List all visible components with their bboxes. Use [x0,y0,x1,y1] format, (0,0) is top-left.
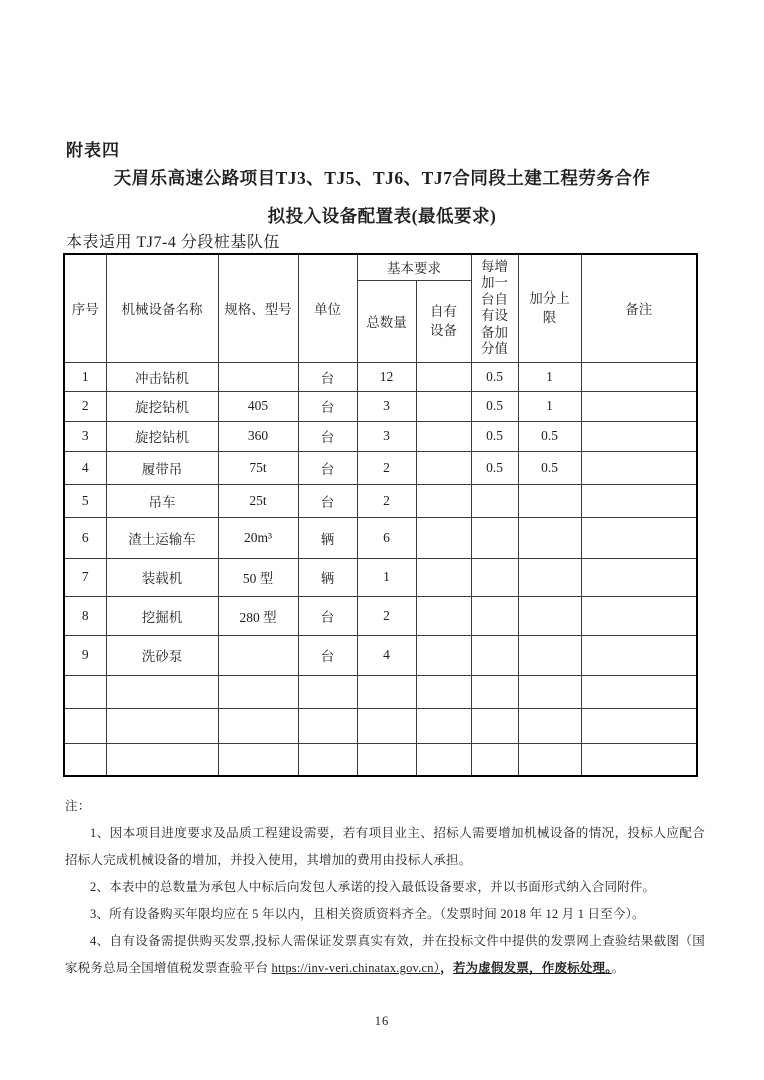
cell-own [416,362,471,391]
equipment-table-header [64,254,697,362]
cell-cap [518,675,581,708]
table-scope-note: 本表适用 TJ7-4 分段桩基队伍 [66,234,280,251]
cell-bonus [471,708,518,743]
cell-unit [298,675,357,708]
col-header-equipment-name: 机械设备名称 [106,254,218,362]
cell-total: 3 [357,391,416,421]
cell-spec: 25t [218,484,298,517]
cell-own [416,421,471,451]
note4-comma: ， [440,961,453,975]
col-header-own-equipment: 自有设备 [416,280,471,362]
cell-bonus [471,484,518,517]
cell-unit: 台 [298,391,357,421]
cell-cap [518,708,581,743]
table-row [64,517,697,558]
cell-name [106,675,218,708]
note4-period: 。 [611,961,625,975]
cell-unit: 辆 [298,558,357,596]
cell-own [416,743,471,776]
cell-cap [518,596,581,635]
cell-spec [218,635,298,675]
cell-name: 旋挖钻机 [106,421,218,451]
cell-own [416,675,471,708]
cell-remark [581,451,697,484]
cell-total: 3 [357,421,416,451]
table-row [64,391,697,421]
cell-bonus [471,596,518,635]
cell-cap [518,558,581,596]
cell-bonus [471,675,518,708]
cell-remark [581,558,697,596]
cell-no: 9 [64,635,106,675]
table-row [64,421,697,451]
cell-cap [518,517,581,558]
note4-warning-text: 若为虚假发票，作废标处理。 [452,961,612,975]
cell-total [357,708,416,743]
cell-name: 挖掘机 [106,596,218,635]
cell-own [416,517,471,558]
cell-spec [218,362,298,391]
cell-cap [518,743,581,776]
table-row [64,596,697,635]
table-row [64,451,697,484]
cell-total [357,743,416,776]
document-title-line2: 拟投入设备配置表(最低要求) [267,206,497,226]
cell-spec [218,743,298,776]
cell-remark [581,391,697,421]
cell-no: 6 [64,517,106,558]
col-header-unit: 单位 [298,254,357,362]
document-title-line1: 天眉乐高速公路项目TJ3、TJ5、TJ6、TJ7合同段土建工程劳务合作 [113,168,651,188]
cell-name: 吊车 [106,484,218,517]
cell-bonus: 0.5 [471,421,518,451]
table-row [64,484,697,517]
cell-unit [298,743,357,776]
cell-remark [581,517,697,558]
col-header-basic-requirement: 基本要求 [357,254,471,280]
cell-spec: 20m³ [218,517,298,558]
cell-total: 2 [357,484,416,517]
cell-total: 4 [357,635,416,675]
cell-remark [581,362,697,391]
equipment-table [63,253,698,777]
table-row [64,743,697,776]
cell-remark [581,484,697,517]
cell-remark [581,635,697,675]
cell-remark [581,743,697,776]
note-item-1: 1、因本项目进度要求及品质工程建设需要，若有项目业主、招标人需要增加机械设备的情况，投标人应配合招标人完成机械设备的增加，并投入使用，其增加的费用由投标人承担。 [65,826,705,867]
cell-name: 渣土运输车 [106,517,218,558]
note4-text: 4、自有设备需提供购买发票,投标人需保证发票真实有效，并在投标文件中提供的发票网上查验结果截图（国家税务总局全国增值税发票查验平台 [65,934,705,975]
cell-bonus: 0.5 [471,451,518,484]
cell-spec: 405 [218,391,298,421]
cell-unit: 台 [298,596,357,635]
note-item-2: 2、本表中的总数量为承包人中标后向发包人承诺的投入最低设备要求，并以书面形式纳入合同附件。 [90,880,656,894]
cell-bonus [471,743,518,776]
cell-own [416,635,471,675]
cell-no: 5 [64,484,106,517]
cell-unit [298,708,357,743]
table-row [64,708,697,743]
cell-own [416,596,471,635]
col-header-total-qty: 总数量 [357,280,416,362]
table-row [64,558,697,596]
cell-no [64,708,106,743]
cell-unit: 台 [298,451,357,484]
cell-spec: 50 型 [218,558,298,596]
cell-own [416,558,471,596]
cell-no: 4 [64,451,106,484]
cell-name: 装载机 [106,558,218,596]
cell-remark [581,421,697,451]
cell-no: 2 [64,391,106,421]
col-header-bonus-per-added-own-unit: 每增加一台自有设备加分值 [471,254,518,362]
cell-unit: 台 [298,421,357,451]
cell-no [64,675,106,708]
cell-name: 履带吊 [106,451,218,484]
cell-total: 2 [357,451,416,484]
cell-spec [218,708,298,743]
col-header-no: 序号 [64,254,106,362]
cell-cap: 1 [518,391,581,421]
cell-no [64,743,106,776]
page-number: 16 [374,1014,390,1028]
cell-name [106,708,218,743]
cell-cap [518,484,581,517]
cell-unit: 台 [298,484,357,517]
cell-name: 冲击钻机 [106,362,218,391]
cell-name: 旋挖钻机 [106,391,218,421]
table-row [64,362,697,391]
cell-spec: 280 型 [218,596,298,635]
table-row [64,635,697,675]
col-header-bonus-cap: 加分上限 [518,254,581,362]
cell-own [416,708,471,743]
cell-remark [581,708,697,743]
cell-own [416,484,471,517]
col-header-remarks: 备注 [581,254,697,362]
cell-total: 6 [357,517,416,558]
cell-no: 1 [64,362,106,391]
cell-bonus [471,517,518,558]
cell-name: 洗砂泵 [106,635,218,675]
cell-cap: 1 [518,362,581,391]
cell-no: 7 [64,558,106,596]
cell-unit: 辆 [298,517,357,558]
cell-unit: 台 [298,362,357,391]
equipment-table-body [64,362,697,776]
cell-remark [581,675,697,708]
cell-bonus: 0.5 [471,362,518,391]
notes-label: 注： [65,799,91,813]
cell-cap: 0.5 [518,421,581,451]
cell-bonus [471,635,518,675]
col-header-spec-model: 规格、型号 [218,254,298,362]
cell-total: 1 [357,558,416,596]
table-row [64,675,697,708]
invoice-verification-url: https://inv-veri.chinatax.gov.cn） [271,961,441,975]
cell-name [106,743,218,776]
notes-section [65,793,705,982]
cell-spec: 75t [218,451,298,484]
cell-spec [218,675,298,708]
cell-no: 3 [64,421,106,451]
cell-spec: 360 [218,421,298,451]
appendix-label: 附表四 [66,141,120,160]
cell-remark [581,596,697,635]
cell-cap: 0.5 [518,451,581,484]
cell-no: 8 [64,596,106,635]
cell-own [416,391,471,421]
cell-total [357,675,416,708]
cell-bonus: 0.5 [471,391,518,421]
cell-total: 2 [357,596,416,635]
cell-unit: 台 [298,635,357,675]
cell-cap [518,635,581,675]
cell-bonus [471,558,518,596]
note-item-3: 3、所有设备购买年限均应在 5 年以内，且相关资质资料齐全。（发票时间 2018 年 12 月 1 日至今）。 [90,907,645,921]
note-item-4 [65,928,705,982]
cell-total: 12 [357,362,416,391]
cell-own [416,451,471,484]
